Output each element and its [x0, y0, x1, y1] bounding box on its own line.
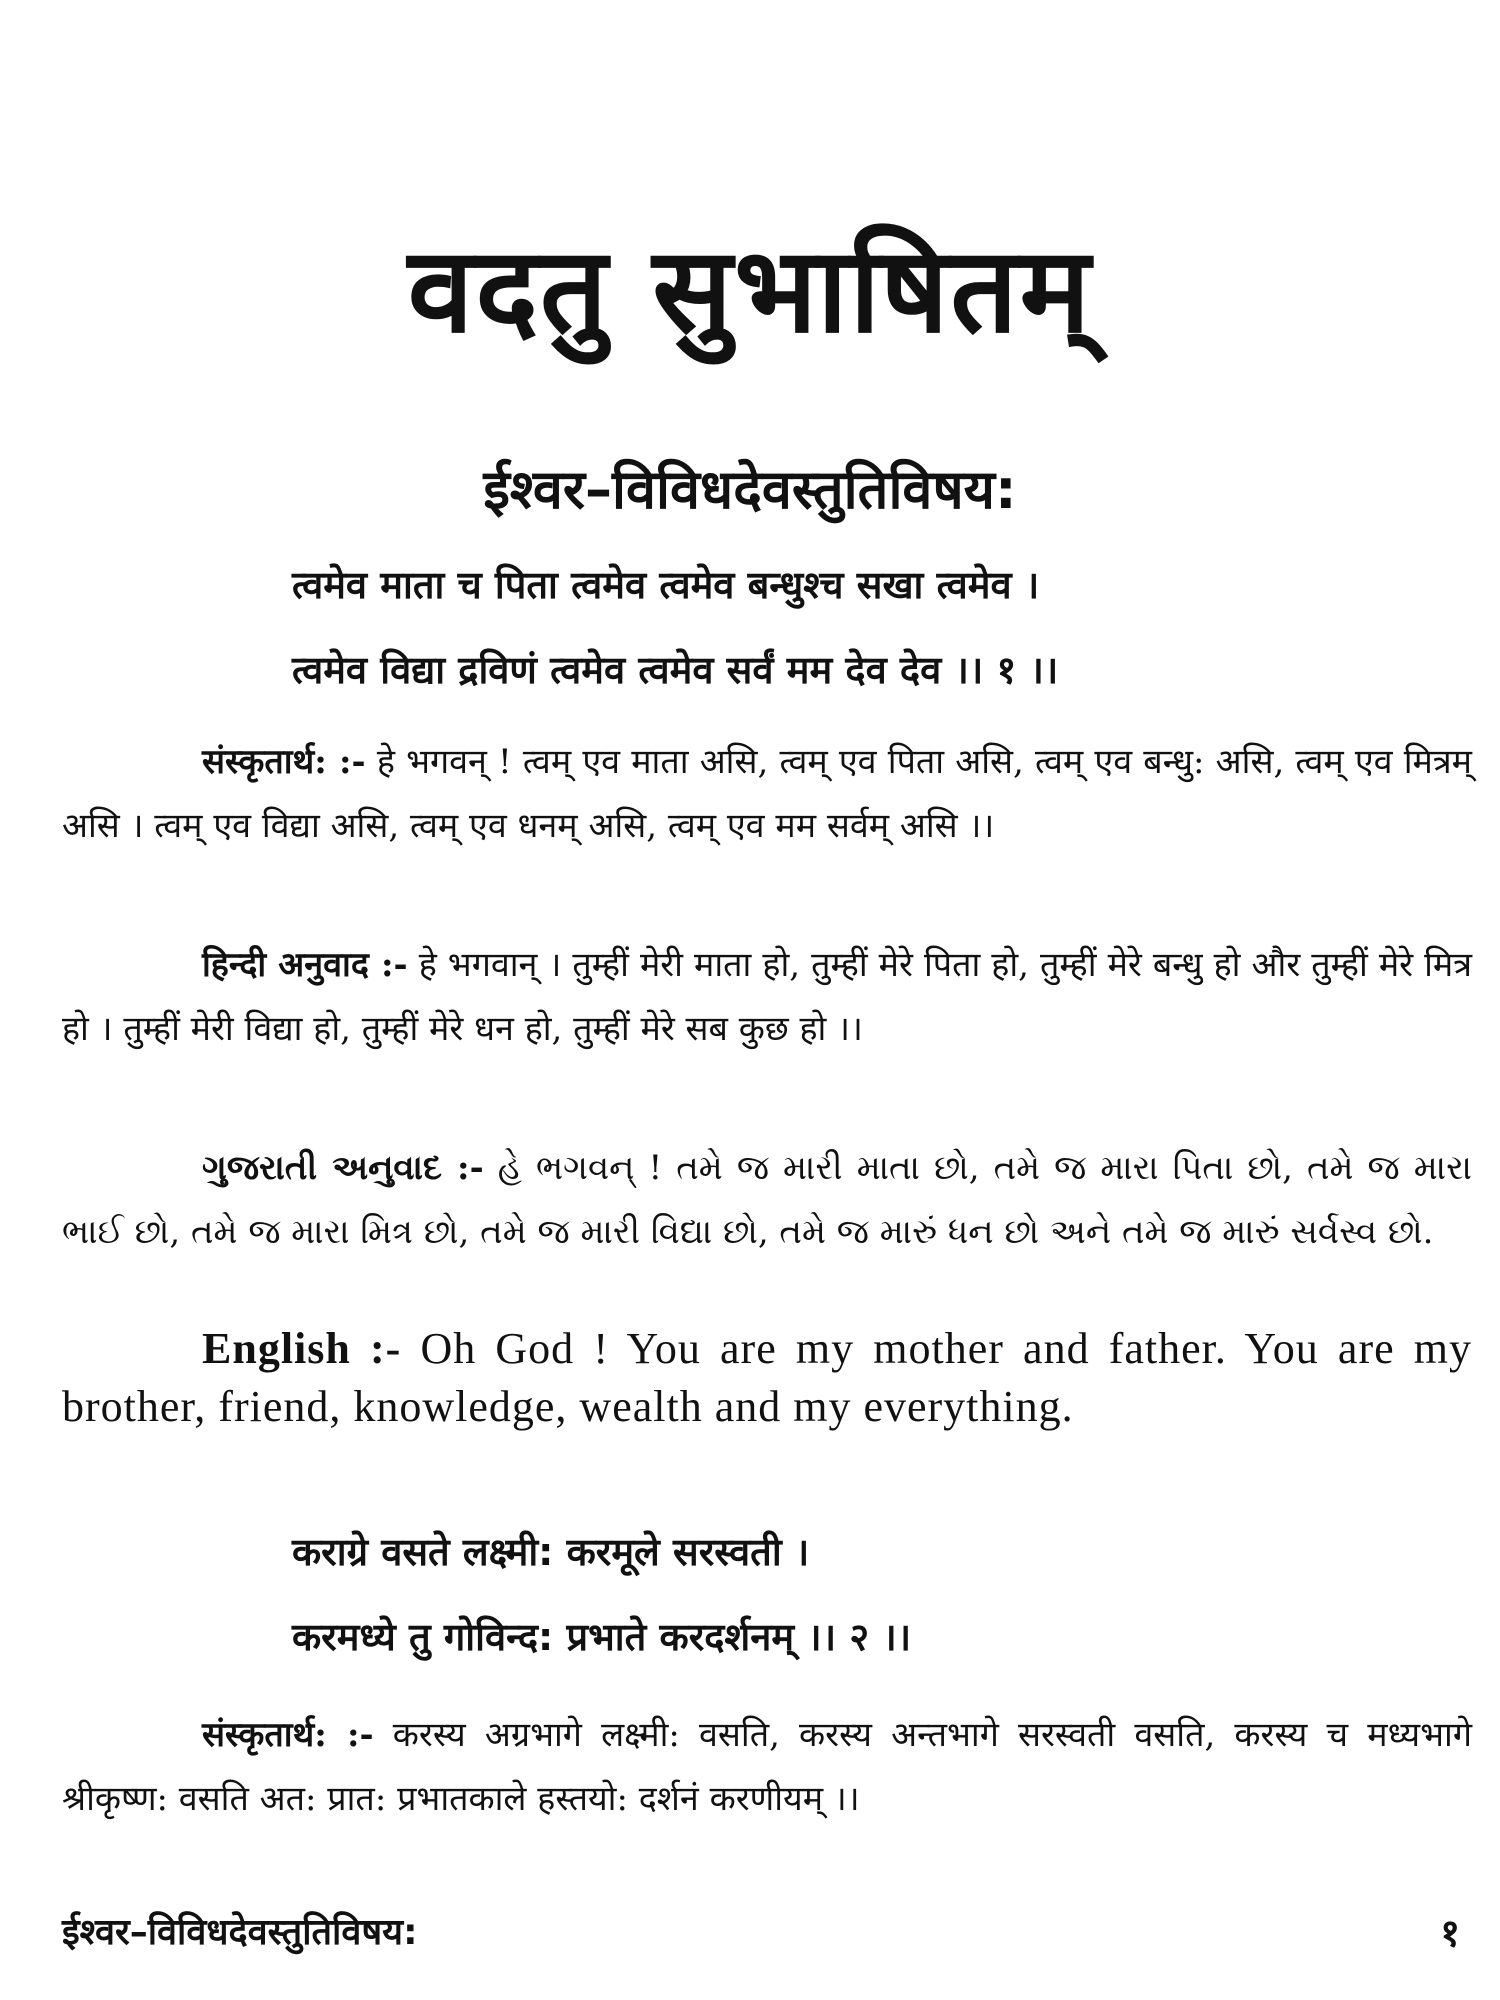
- sanskrit-meaning-2: [62, 1703, 1472, 1831]
- english-translation: [62, 1320, 1472, 1436]
- gujarati-translation: [62, 1136, 1472, 1264]
- shloka-2-line-2: करमध्ये तु गोविन्द: प्रभाते करदर्शनम् ।। २ ।।: [292, 1615, 912, 1659]
- sanskrit-meaning-text: करस्य अग्रभागे लक्ष्मी: वसति, करस्य अन्तभागे सरस्वती वसति, करस्य च मध्यभागे श्रीकृष्ण: वसति अत: प्रात: प्रभातकाले हस्तयो: दर्शनं करणीयम् ।।: [62, 1715, 1472, 1819]
- sanskrit-meaning-1: [62, 730, 1472, 858]
- shloka-1-line-1: त्वमेव माता च पिता त्वमेव त्वमेव बन्धुश्च सखा त्वमेव ।: [292, 563, 1040, 607]
- sanskrit-meaning-label: संस्कृतार्थ: :-: [202, 742, 366, 782]
- hindi-translation-label: हिन्दी अनुवाद :-: [202, 945, 408, 985]
- hindi-translation: [62, 933, 1472, 1061]
- shloka-1-line-2: त्वमेव विद्या द्रविणं त्वमेव त्वमेव सर्वं मम देव देव ।। १ ।।: [292, 648, 1059, 692]
- english-translation-label: English :-: [202, 1324, 402, 1373]
- page-title: वदतु सुभाषितम्: [407, 221, 1093, 359]
- gujarati-translation-label: ગુજરાતી અનુવાદ :-: [202, 1148, 484, 1188]
- page-number: १: [1440, 1911, 1460, 1955]
- shloka-2-line-1: कराग्रे वसते लक्ष्मी: करमूले सरस्वती ।: [292, 1530, 810, 1574]
- section-heading: ईश्वर–विविधदेवस्तुतिविषय:: [483, 458, 1017, 521]
- gujarati-translation-text: હે ભગવન્ ! તમે જ મારી માતા છો, તમે જ મારા પિતા છો, તમે જ મારા ભાઈ છો, તમે જ મારા મિત્ર છો, તમે જ મારી વિદ્યા છો, તમે જ મારું ધન છો અને તમે જ મારું સર્વસ્વ છો.: [62, 1148, 1472, 1252]
- sanskrit-meaning-text: हे भगवन् ! त्वम् एव माता असि, त्वम् एव पिता असि, त्वम् एव बन्धु: असि, त्वम् एव मित्रम् असि । त्वम् एव विद्या असि, त्वम् एव धनम् असि, त्वम् एव मम सर्वम् असि ।।: [62, 742, 1472, 846]
- sanskrit-meaning-label: संस्कृतार्थ: :-: [202, 1715, 374, 1755]
- hindi-translation-text: हे भगवान् । तुम्हीं मेरी माता हो, तुम्हीं मेरे पिता हो, तुम्हीं मेरे बन्धु हो और तुम्हीं मेरे मित्र हो । तुम्हीं मेरी विद्या हो, तुम्हीं मेरे धन हो, तुम्हीं मेरे सब कुछ हो ।।: [62, 945, 1473, 1049]
- running-footer-topic: ईश्वर–विविधदेवस्तुतिविषय:: [62, 1912, 418, 1953]
- english-translation-text: Oh God ! You are my mother and father. You are my brother, friend, knowledge, wealth and my everything.: [62, 1324, 1473, 1431]
